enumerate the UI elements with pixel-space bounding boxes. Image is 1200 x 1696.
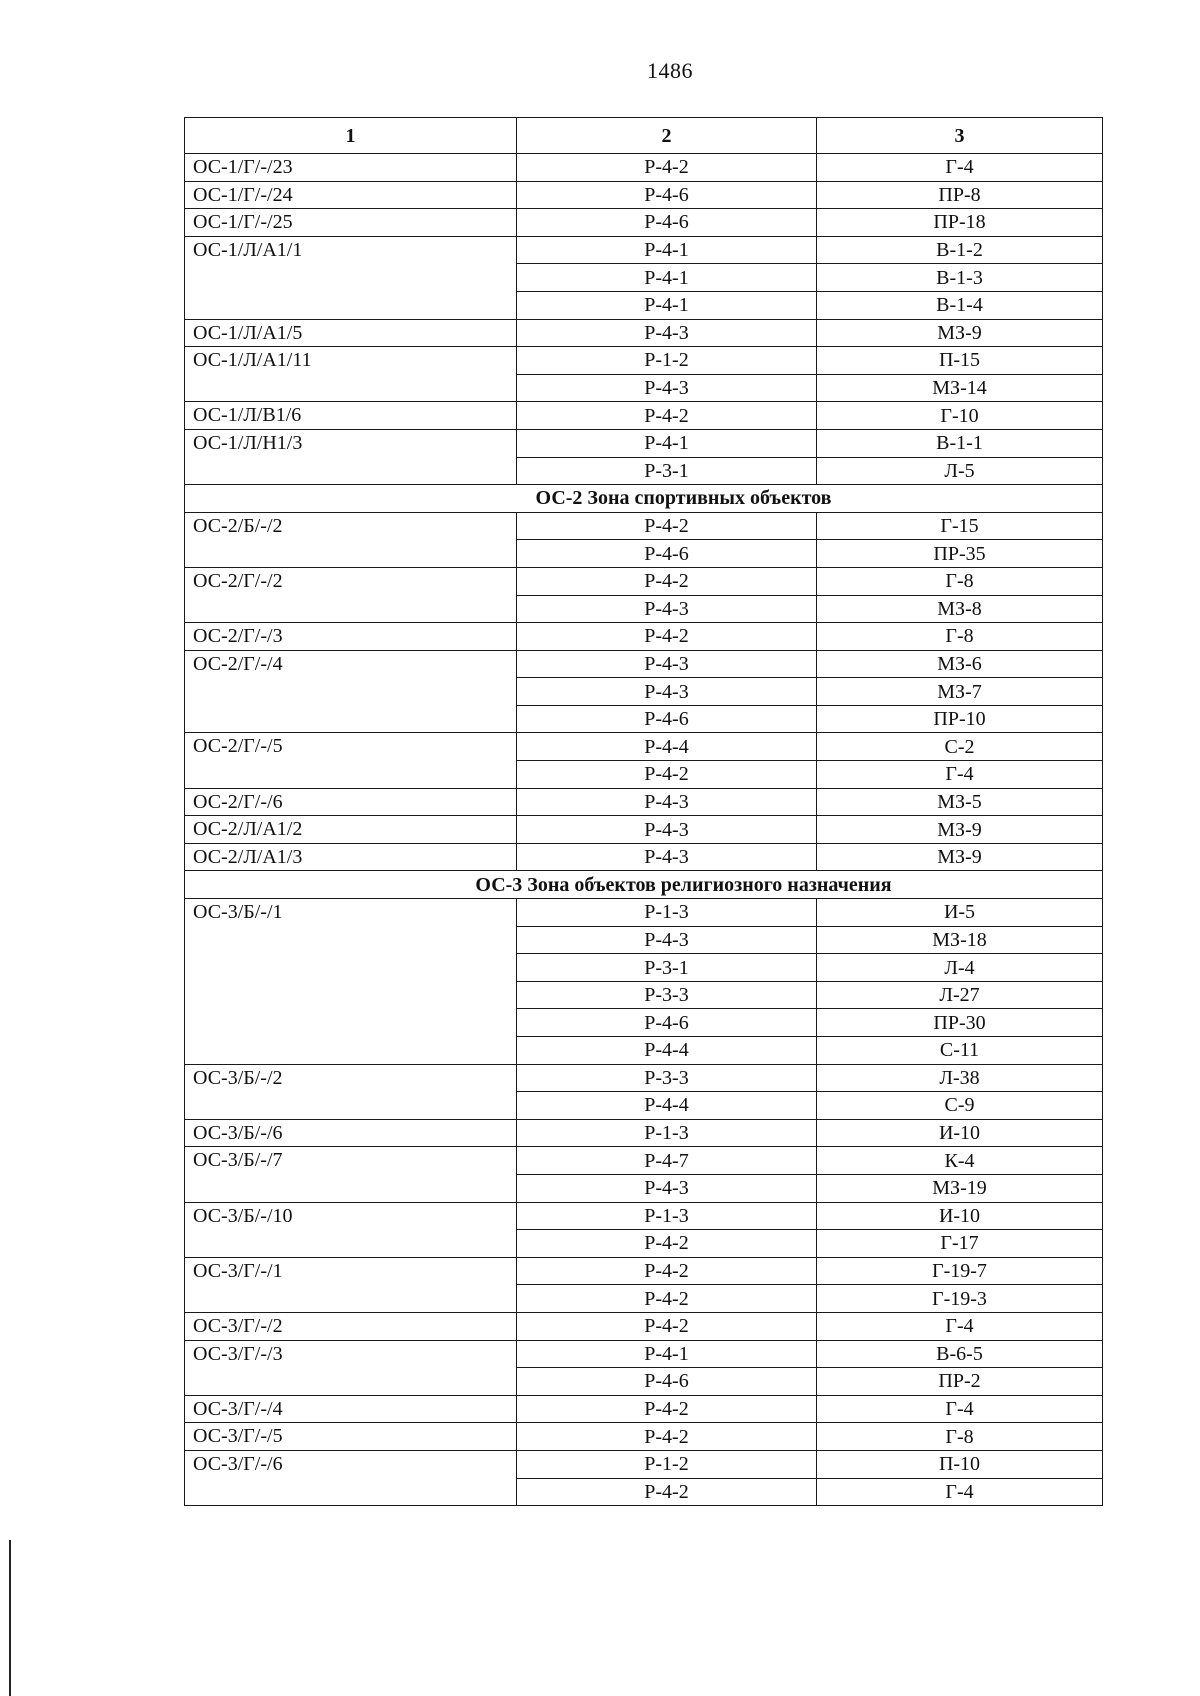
section-row	[185, 485, 1103, 513]
table-row	[185, 733, 1103, 761]
reference-code-cell: Г-19-7	[817, 1257, 1103, 1285]
regulation-code-cell: Р-4-3	[517, 926, 817, 954]
table-row	[185, 1064, 1103, 1092]
object-code-cell: ОС-3/Г/-/6	[185, 1450, 517, 1505]
regulation-code-cell: Р-4-4	[517, 1037, 817, 1065]
object-code-cell: ОС-2/Г/-/6	[185, 788, 517, 816]
reference-code-cell: Л-4	[817, 954, 1103, 982]
regulation-code-cell: Р-4-2	[517, 402, 817, 430]
reference-code-cell: Г-8	[817, 1423, 1103, 1451]
reference-code-cell: МЗ-7	[817, 678, 1103, 706]
regulation-code-cell: Р-4-2	[517, 1257, 817, 1285]
reference-code-cell: ПР-10	[817, 705, 1103, 733]
reference-code-cell: И-10	[817, 1202, 1103, 1230]
reference-code-cell: Г-10	[817, 402, 1103, 430]
table-row	[185, 1202, 1103, 1230]
reference-code-cell: Г-19-3	[817, 1285, 1103, 1313]
table-row	[185, 623, 1103, 651]
zone-table	[184, 117, 1103, 1506]
regulation-code-cell: Р-4-3	[517, 319, 817, 347]
regulation-code-cell: Р-4-3	[517, 788, 817, 816]
table-row	[185, 899, 1103, 927]
reference-code-cell: Г-8	[817, 623, 1103, 651]
reference-code-cell: П-15	[817, 347, 1103, 375]
reference-code-cell: Г-4	[817, 1312, 1103, 1340]
table-row	[185, 816, 1103, 844]
regulation-code-cell: Р-4-3	[517, 678, 817, 706]
reference-code-cell: МЗ-9	[817, 319, 1103, 347]
regulation-code-cell: Р-4-2	[517, 1230, 817, 1258]
object-code-cell: ОС-2/Г/-/5	[185, 733, 517, 788]
reference-code-cell: МЗ-6	[817, 650, 1103, 678]
table-row	[185, 347, 1103, 375]
regulation-code-cell: Р-4-6	[517, 540, 817, 568]
table-row	[185, 319, 1103, 347]
header-col-1: 1	[185, 118, 517, 154]
reference-code-cell: ПР-30	[817, 1009, 1103, 1037]
regulation-code-cell: Р-4-1	[517, 236, 817, 264]
object-code-cell: ОС-3/Г/-/2	[185, 1312, 517, 1340]
regulation-code-cell: Р-4-6	[517, 181, 817, 209]
reference-code-cell: В-1-1	[817, 429, 1103, 457]
regulation-code-cell: Р-4-3	[517, 843, 817, 871]
regulation-code-cell: Р-4-2	[517, 1312, 817, 1340]
object-code-cell: ОС-1/Л/А1/11	[185, 347, 517, 402]
object-code-cell: ОС-1/Г/-/23	[185, 154, 517, 182]
regulation-code-cell: Р-3-1	[517, 457, 817, 485]
reference-code-cell: В-1-4	[817, 291, 1103, 319]
reference-code-cell: МЗ-19	[817, 1174, 1103, 1202]
object-code-cell: ОС-3/Г/-/4	[185, 1395, 517, 1423]
reference-code-cell: МЗ-9	[817, 816, 1103, 844]
regulation-code-cell: Р-3-3	[517, 981, 817, 1009]
reference-code-cell: МЗ-9	[817, 843, 1103, 871]
regulation-code-cell: Р-4-6	[517, 705, 817, 733]
regulation-code-cell: Р-1-2	[517, 1450, 817, 1478]
regulation-code-cell: Р-3-3	[517, 1064, 817, 1092]
reference-code-cell: И-5	[817, 899, 1103, 927]
reference-code-cell: МЗ-5	[817, 788, 1103, 816]
table-row	[185, 1450, 1103, 1478]
object-code-cell: ОС-2/Г/-/2	[185, 567, 517, 622]
regulation-code-cell: Р-4-2	[517, 1395, 817, 1423]
reference-code-cell: К-4	[817, 1147, 1103, 1175]
reference-code-cell: Г-15	[817, 512, 1103, 540]
regulation-code-cell: Р-4-2	[517, 1478, 817, 1506]
reference-code-cell: Г-4	[817, 1395, 1103, 1423]
regulation-code-cell: Р-1-3	[517, 1119, 817, 1147]
regulation-code-cell: Р-4-3	[517, 595, 817, 623]
object-code-cell: ОС-3/Б/-/7	[185, 1147, 517, 1202]
reference-code-cell: Г-4	[817, 154, 1103, 182]
object-code-cell: ОС-2/Б/-/2	[185, 512, 517, 567]
regulation-code-cell: Р-1-3	[517, 1202, 817, 1230]
table-row	[185, 1340, 1103, 1368]
reference-code-cell: Л-5	[817, 457, 1103, 485]
reference-code-cell: В-6-5	[817, 1340, 1103, 1368]
reference-code-cell: В-1-3	[817, 264, 1103, 292]
table-row	[185, 512, 1103, 540]
object-code-cell: ОС-1/Л/А1/5	[185, 319, 517, 347]
regulation-code-cell: Р-3-1	[517, 954, 817, 982]
table-row	[185, 1147, 1103, 1175]
regulation-code-cell: Р-4-2	[517, 512, 817, 540]
table-row	[185, 1395, 1103, 1423]
object-code-cell: ОС-3/Г/-/3	[185, 1340, 517, 1395]
reference-code-cell: ПР-18	[817, 209, 1103, 237]
regulation-code-cell: Р-4-2	[517, 567, 817, 595]
zone-table-container	[184, 117, 1102, 1506]
regulation-code-cell: Р-4-2	[517, 761, 817, 789]
object-code-cell: ОС-3/Б/-/6	[185, 1119, 517, 1147]
reference-code-cell: Г-8	[817, 567, 1103, 595]
reference-code-cell: Л-38	[817, 1064, 1103, 1092]
regulation-code-cell: Р-4-6	[517, 209, 817, 237]
header-col-2: 2	[517, 118, 817, 154]
reference-code-cell: Г-4	[817, 1478, 1103, 1506]
table-row	[185, 1257, 1103, 1285]
reference-code-cell: МЗ-8	[817, 595, 1103, 623]
page-number: 1486	[647, 58, 693, 83]
header-col-3: 3	[817, 118, 1103, 154]
table-row	[185, 181, 1103, 209]
regulation-code-cell: Р-4-1	[517, 291, 817, 319]
reference-code-cell: В-1-2	[817, 236, 1103, 264]
reference-code-cell: МЗ-18	[817, 926, 1103, 954]
object-code-cell: ОС-2/Г/-/3	[185, 623, 517, 651]
object-code-cell: ОС-3/Б/-/2	[185, 1064, 517, 1119]
reference-code-cell: И-10	[817, 1119, 1103, 1147]
table-body	[185, 154, 1103, 1506]
table-row	[185, 843, 1103, 871]
object-code-cell: ОС-1/Г/-/25	[185, 209, 517, 237]
regulation-code-cell: Р-4-1	[517, 429, 817, 457]
table-row	[185, 236, 1103, 264]
regulation-code-cell: Р-1-3	[517, 899, 817, 927]
regulation-code-cell: Р-4-7	[517, 1147, 817, 1175]
regulation-code-cell: Р-4-6	[517, 1368, 817, 1396]
reference-code-cell: МЗ-14	[817, 374, 1103, 402]
object-code-cell: ОС-1/Л/В1/6	[185, 402, 517, 430]
table-row	[185, 567, 1103, 595]
margin-scan-line	[9, 1540, 11, 1696]
reference-code-cell: С-11	[817, 1037, 1103, 1065]
object-code-cell: ОС-1/Л/А1/1	[185, 236, 517, 319]
regulation-code-cell: Р-4-4	[517, 1092, 817, 1120]
regulation-code-cell: Р-4-2	[517, 623, 817, 651]
section-title: ОС-2 Зона спортивных объектов	[185, 485, 1103, 513]
table-row	[185, 788, 1103, 816]
regulation-code-cell: Р-4-3	[517, 374, 817, 402]
regulation-code-cell: Р-4-1	[517, 1340, 817, 1368]
regulation-code-cell: Р-1-2	[517, 347, 817, 375]
object-code-cell: ОС-3/Г/-/1	[185, 1257, 517, 1312]
table-row	[185, 154, 1103, 182]
regulation-code-cell: Р-4-2	[517, 1285, 817, 1313]
table-row	[185, 1312, 1103, 1340]
regulation-code-cell: Р-4-3	[517, 650, 817, 678]
reference-code-cell: ПР-8	[817, 181, 1103, 209]
reference-code-cell: Л-27	[817, 981, 1103, 1009]
regulation-code-cell: Р-4-1	[517, 264, 817, 292]
reference-code-cell: С-9	[817, 1092, 1103, 1120]
section-title: ОС-3 Зона объектов религиозного назначения	[185, 871, 1103, 899]
section-row	[185, 871, 1103, 899]
object-code-cell: ОС-1/Л/Н1/3	[185, 429, 517, 484]
regulation-code-cell: Р-4-3	[517, 816, 817, 844]
reference-code-cell: Г-17	[817, 1230, 1103, 1258]
regulation-code-cell: Р-4-6	[517, 1009, 817, 1037]
object-code-cell: ОС-2/Л/А1/2	[185, 816, 517, 844]
reference-code-cell: ПР-2	[817, 1368, 1103, 1396]
reference-code-cell: Г-4	[817, 761, 1103, 789]
table-row	[185, 650, 1103, 678]
object-code-cell: ОС-3/Б/-/10	[185, 1202, 517, 1257]
table-row	[185, 402, 1103, 430]
regulation-code-cell: Р-4-4	[517, 733, 817, 761]
table-row	[185, 429, 1103, 457]
object-code-cell: ОС-3/Г/-/5	[185, 1423, 517, 1451]
table-row	[185, 209, 1103, 237]
regulation-code-cell: Р-4-3	[517, 1174, 817, 1202]
reference-code-cell: ПР-35	[817, 540, 1103, 568]
reference-code-cell: П-10	[817, 1450, 1103, 1478]
object-code-cell: ОС-1/Г/-/24	[185, 181, 517, 209]
object-code-cell: ОС-2/Г/-/4	[185, 650, 517, 733]
object-code-cell: ОС-2/Л/А1/3	[185, 843, 517, 871]
reference-code-cell: С-2	[817, 733, 1103, 761]
header-row	[185, 118, 1103, 154]
regulation-code-cell: Р-4-2	[517, 154, 817, 182]
table-row	[185, 1119, 1103, 1147]
object-code-cell: ОС-3/Б/-/1	[185, 899, 517, 1065]
table-row	[185, 1423, 1103, 1451]
regulation-code-cell: Р-4-2	[517, 1423, 817, 1451]
